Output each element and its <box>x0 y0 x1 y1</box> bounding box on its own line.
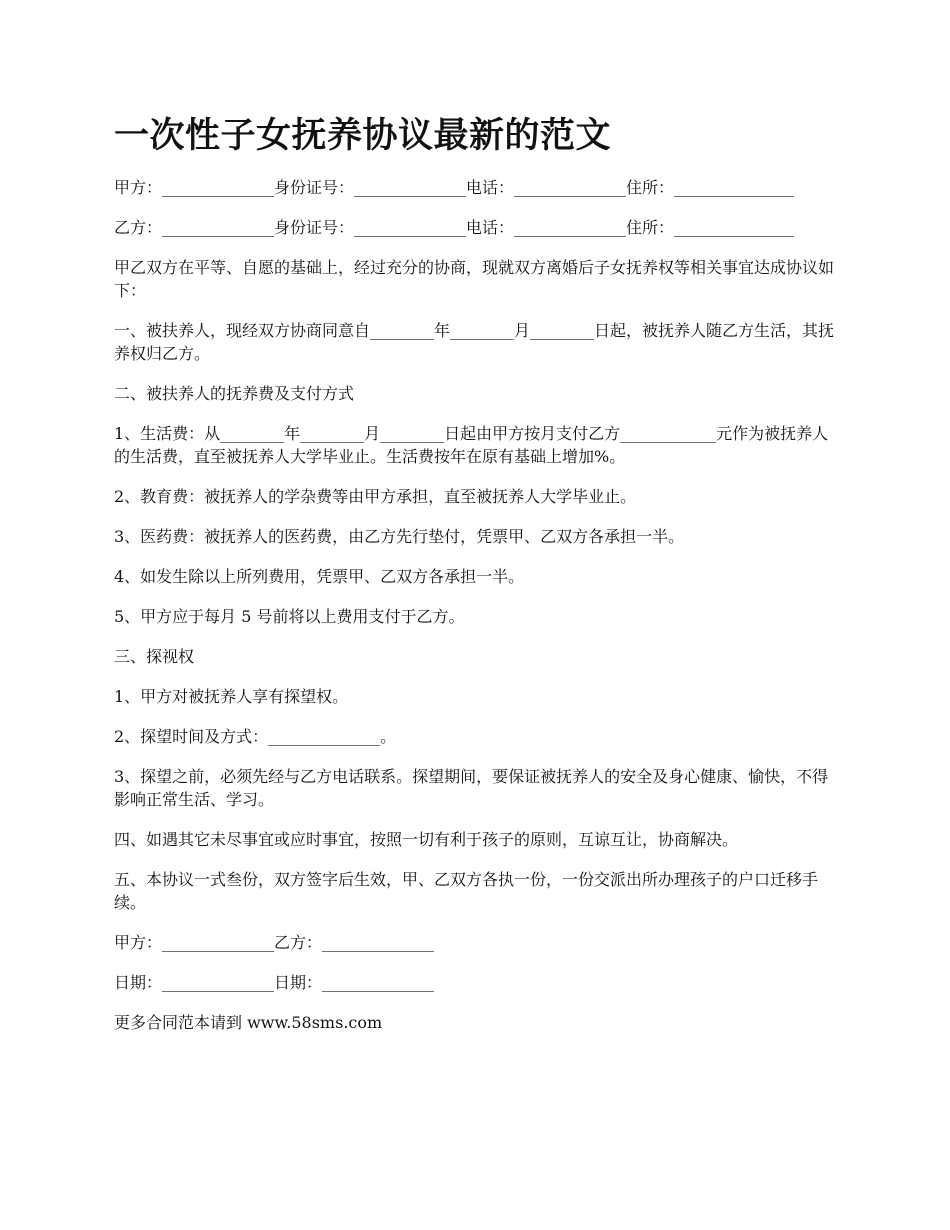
section-heading-visitation: 三、探视权 <box>114 647 195 666</box>
footer-note: 更多合同范本请到 www.58sms.com <box>114 1013 383 1032</box>
clause-custody: 一、被扶养人，现经双方协商同意自________年________月________日起，被抚养人随乙方生活，其抚养权归乙方。 <box>114 321 835 363</box>
document-page <box>114 110 840 1051</box>
clause-other-expenses: 4、如发生除以上所列费用，凭票甲、乙双方各承担一半。 <box>114 567 525 586</box>
clause-education-expenses: 2、教育费：被抚养人的学杂费等由甲方承担，直至被抚养人大学毕业止。 <box>114 487 637 506</box>
clause-visitation-right: 1、甲方对被抚养人享有探望权。 <box>114 687 349 706</box>
clause-unresolved-matters: 四、如遇其它未尽事宜或应时事宜，按照一切有利于孩子的原则，互谅互让，协商解决。 <box>114 830 739 849</box>
agreement-intro: 甲乙双方在平等、自愿的基础上，经过充分的协商，现就双方离婚后子女抚养权等相关事宜达成协议如下： <box>114 258 835 300</box>
party-b-info: 乙方：______________身份证号：______________电话：______________住所：_______________ <box>114 218 795 237</box>
clause-medical-expenses: 3、医药费：被抚养人的医药费，由乙方先行垫付，凭票甲、乙双方各承担一半。 <box>114 527 685 546</box>
document-title: 一次性子女抚养协议最新的范文 <box>114 115 612 156</box>
section-heading-support: 二、被扶养人的抚养费及支付方式 <box>114 384 355 403</box>
clause-copies: 五、本协议一式叁份，双方签字后生效，甲、乙双方各执一份，一份交派出所办理孩子的户口迁移手续。 <box>114 870 819 912</box>
clause-visitation-time: 2、探望时间及方式：______________。 <box>114 727 397 746</box>
clause-payment-date: 5、甲方应于每月 5 号前将以上费用支付于乙方。 <box>114 607 465 626</box>
party-a-info: 甲方：______________身份证号：______________电话：______________住所：_______________ <box>114 178 795 197</box>
clause-visitation-contact: 3、探望之前，必须先经与乙方电话联系。探望期间，要保证被抚养人的安全及身心健康、愉快，不得影响正常生活、学习。 <box>114 767 829 809</box>
clause-living-expenses: 1、生活费：从________年________月________日起由甲方按月支付乙方____________元作为被抚养人的生活费，直至被抚养人大学毕业止。生活费按年在原有基础上增加%。 <box>114 424 829 466</box>
date-line: 日期：______________日期：______________ <box>114 973 435 992</box>
signature-line: 甲方：______________乙方：______________ <box>114 933 435 952</box>
